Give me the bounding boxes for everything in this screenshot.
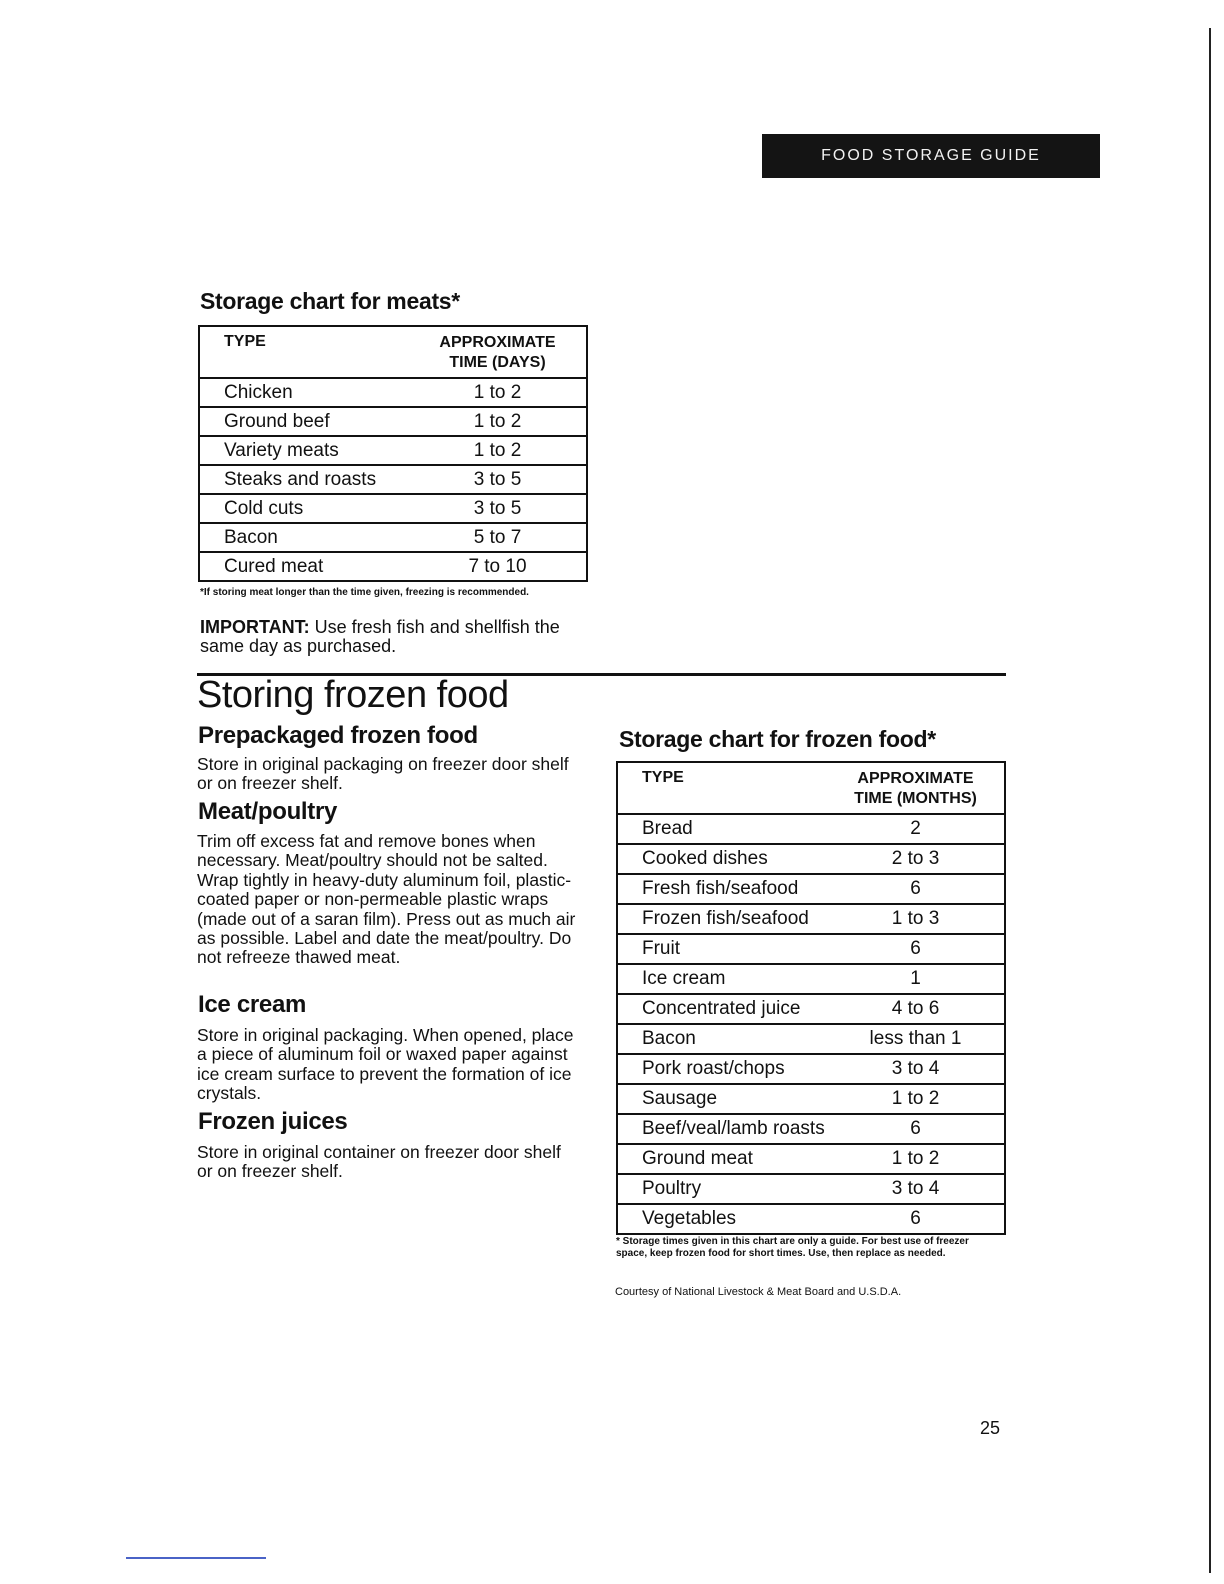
prepackaged-heading: Prepackaged frozen food: [198, 722, 478, 749]
cell-time: 6: [827, 1114, 1005, 1144]
table-header-row: [199, 326, 587, 378]
cell-time: 3 to 5: [409, 465, 587, 494]
cell-time: 6: [827, 934, 1005, 964]
page-number: 25: [980, 1418, 1001, 1438]
important-text: Use fresh fish and shellfish the same day as purchased.: [200, 617, 560, 656]
cell-time: 3 to 4: [827, 1174, 1005, 1204]
cell-type: Ice cream: [617, 964, 827, 994]
cell-type: Sausage: [617, 1084, 827, 1114]
cell-type: Bacon: [199, 523, 409, 552]
cell-type: Ground meat: [617, 1144, 827, 1174]
column-header-type: TYPE: [617, 762, 827, 814]
table-row: [617, 934, 1005, 964]
table-row: [199, 465, 587, 494]
cell-time: 1 to 2: [409, 436, 587, 465]
cell-time: 3 to 5: [409, 494, 587, 523]
table-row: [617, 874, 1005, 904]
cell-time: 6: [827, 874, 1005, 904]
cell-time: 1 to 2: [409, 378, 587, 407]
meats-chart-title: Storage chart for meats*: [200, 288, 460, 314]
ice-cream-heading: Ice cream: [198, 991, 307, 1018]
column-header-time: [409, 326, 587, 378]
cell-time: 1 to 2: [827, 1084, 1005, 1114]
cell-time: 3 to 4: [827, 1054, 1005, 1084]
table-row: [199, 436, 587, 465]
cell-type: Bread: [617, 814, 827, 844]
important-label: IMPORTANT:: [200, 617, 310, 637]
meats-footnote: *If storing meat longer than the time given, freezing is recommended.: [200, 587, 529, 598]
cell-time: 1 to 2: [827, 1144, 1005, 1174]
bottom-mark-line: [126, 1557, 266, 1559]
frozen-juices-text: Store in original container on freezer door shelf or on freezer shelf.: [197, 1142, 561, 1182]
table-row: [617, 1174, 1005, 1204]
cell-type: Bacon: [617, 1024, 827, 1054]
table-row: [199, 523, 587, 552]
cell-time: 6: [910, 1208, 921, 1229]
table-row: [617, 814, 1005, 844]
meat-poultry-text: Trim off excess fat and remove bones when necessary. Meat/poultry should not be salted. Wrap tightly in heavy-duty aluminum foil, plastic-coated paper or non-permeable plastic wraps (made out of a saran film). Press out as much air as possible. Label and date the meat/poultry. Do not refreeze thawed meat.: [197, 831, 576, 968]
cell-type: Variety meats: [199, 436, 409, 465]
column-header-time: [827, 762, 1005, 814]
prepackaged-text: Store in original packaging on freezer door shelf or on freezer shelf.: [197, 754, 569, 794]
cell-type: Cold cuts: [199, 494, 409, 523]
cell-type: Steaks and roasts: [199, 465, 409, 494]
cell-type: Ground beef: [199, 407, 409, 436]
table-header-row: [617, 762, 1005, 814]
cell-time: 1 to 3: [827, 904, 1005, 934]
table-row: [617, 1114, 1005, 1144]
cell-time: 2: [827, 814, 1005, 844]
page-edge-line: [1209, 28, 1211, 1573]
table-row: [199, 407, 587, 436]
cell-time: 1 to 2: [409, 407, 587, 436]
column-header-time-line1: APPROXIMATE: [857, 770, 974, 787]
cell-type: Chicken: [199, 378, 409, 407]
table-row: [199, 552, 587, 581]
cell-type: Poultry: [617, 1174, 827, 1204]
cell-type: Fruit: [617, 934, 827, 964]
meats-storage-table: [198, 325, 588, 582]
cell-time: 2 to 3: [827, 844, 1005, 874]
table-row: [617, 904, 1005, 934]
section-header-label: FOOD STORAGE GUIDE: [821, 147, 1041, 164]
frozen-footnote: * Storage times given in this chart are only a guide. For best use of freezer space, keep frozen food for short times. Use, then replace as needed.: [616, 1236, 969, 1259]
cell-type: Beef/veal/lamb roasts: [617, 1114, 827, 1144]
column-header-time-line2: TIME (MONTHS): [854, 790, 977, 807]
section-header-banner: [762, 134, 1100, 178]
cell-type: Pork roast/chops: [617, 1054, 827, 1084]
cell-type: Cooked dishes: [617, 844, 827, 874]
cell-type: Vegetables: [642, 1208, 737, 1229]
column-header-type: TYPE: [199, 326, 409, 378]
frozen-juices-heading: Frozen juices: [198, 1108, 348, 1135]
table-row: [199, 494, 587, 523]
meat-poultry-heading: Meat/poultry: [198, 798, 338, 825]
table-row: [617, 994, 1005, 1024]
column-header-time-line2: TIME (DAYS): [449, 354, 546, 371]
cell-time: 4 to 6: [827, 994, 1005, 1024]
cell-type: Cured meat: [224, 555, 324, 577]
column-header-time-line1: APPROXIMATE: [439, 334, 556, 351]
cell-type: Concentrated juice: [617, 994, 827, 1024]
credit-line: Courtesy of National Livestock & Meat Board and U.S.D.A.: [615, 1286, 902, 1298]
cell-time: 7 to 10: [468, 555, 527, 577]
table-row: [617, 844, 1005, 874]
table-row: [617, 1054, 1005, 1084]
storing-frozen-food-title: Storing frozen food: [197, 674, 509, 716]
table-row: [617, 964, 1005, 994]
frozen-chart-title: Storage chart for frozen food*: [619, 726, 936, 752]
cell-time: 5 to 7: [409, 523, 587, 552]
table-row: [617, 1144, 1005, 1174]
cell-time: 1: [827, 964, 1005, 994]
cell-type: Fresh fish/seafood: [617, 874, 827, 904]
important-note: [200, 618, 570, 656]
table-row: [199, 378, 587, 407]
table-row: [617, 1084, 1005, 1114]
cell-time: less than 1: [827, 1024, 1005, 1054]
cell-type: Frozen fish/seafood: [617, 904, 827, 934]
frozen-storage-table: [616, 761, 1006, 1235]
table-row: [617, 1204, 1005, 1234]
ice-cream-text: Store in original packaging. When opened, place a piece of aluminum foil or waxed paper against ice cream surface to prevent the formation of ice crystals.: [197, 1025, 574, 1104]
table-row: [617, 1024, 1005, 1054]
